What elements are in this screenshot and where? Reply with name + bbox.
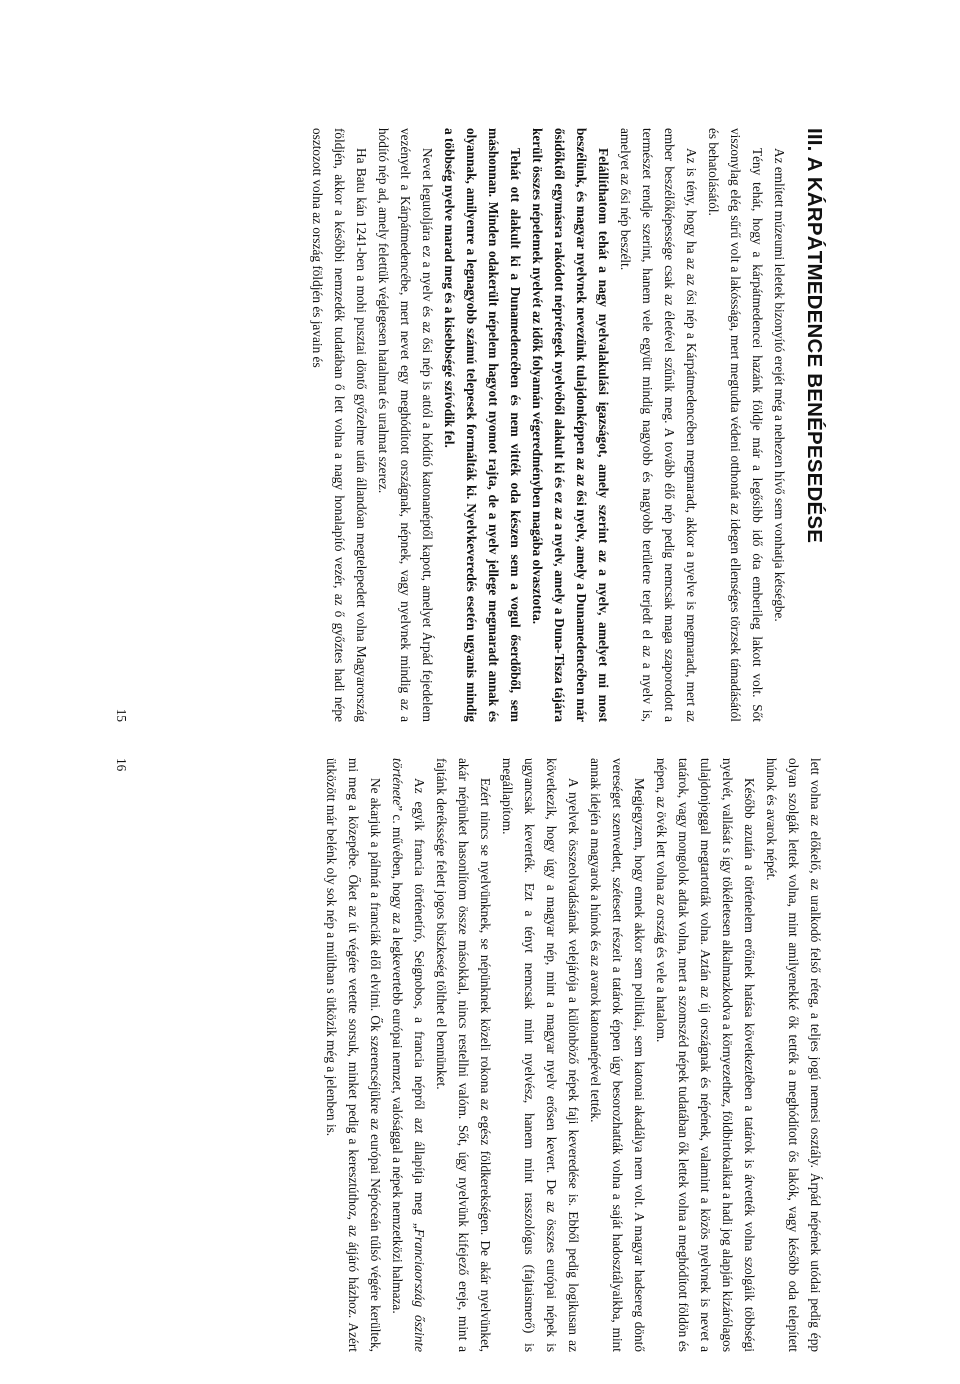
paragraph-continued: lett volna az előkelő, az uralkodó felső réteg, a teljes jogú nemesi osztály. Árpád népének utódai pedig épp olyan szolgák lettek volna, mint amilyenekké ők tették a meghódított ős lakók, vagy később oda telepített húnok és avarok népét.: [764, 758, 823, 1352]
page-number-left: 15: [114, 708, 129, 722]
paragraph-3: Az is tény, hogy ha az az ősi nép a Kárpátmedencében megmaradt, akkor a nyelve is megmaradt, mert az ember beszélőképessége csak az életével szűnik meg. A tovább élő nép pedig nemcsak maga szaporodott a természet rendje szerint, hanem vele együtt mindig nagyobb és nagyobb területre terjedt el az a nyelv is, amelyet az ősi nép beszélt.: [618, 128, 699, 722]
right-page: [110, 758, 826, 1352]
paragraph-7: Ha Batu kán 1241-ben a mohi pusztai döntő győzelme után állandóan megtelepedett volna Magyarország földjén, akkor a későbbi nemzedék tudatában ő lett volna a nagy honalapító vezér, az ő győztes hadi népe osztozott volna az ország földjén és javain és: [310, 128, 369, 722]
chapter-title: III. A KÁRPÁTMEDENCE BENÉPESEDÉSE: [803, 128, 826, 544]
paragraph-10: A nyelvek összeolvadásának velejárója a különböző népek faji keveredése is. Ebből pedig logikusan az következik, hogy úgy a magyar nép, mint a magyar nyelv erősen kevert. De az összes európai népek is ugyancsak keverték. Ezt a tényt nemcsak mint nyelvész, hanem mint rasszológus (fajtaismerő) is megállapítom.: [500, 758, 581, 1352]
paragraph-2: Tény tehát, hogy a kárpátmedencei hazánk földje már a legősibb idő óta emberileg lakott volt. Sőt viszonylag elég sűrű volt a lakóssága, mert megtudta védeni otthonát az idegen ellenséges törzsek támadásától és behatolásától.: [706, 128, 765, 722]
cited-work-title: Franciaország őszinte története: [390, 758, 427, 1352]
paragraph-1: Az említett múzeumi leletek bizonyító erejét még a nehezen hívő sem vonhatja kétségbe.: [772, 148, 787, 622]
left-page: [110, 128, 826, 722]
paragraph-6: Nevet legutoljára ez a nyelv és az ősi nép is attól a hódító katonanéptől kapott, amelyet Árpád fejedelem vezényelt a Kárpátmedencébe, mert nevet egy meghódított országnak, népnek, vagy nyelvnek mindig az a hódító nép ad, amely felettük véglegesen hatalmat és uralmat szerez.: [376, 128, 435, 722]
paragraph-9: Megjegyzem, hogy ennek akkor sem politikai, sem katonai akadálya nem volt. A magyar hadsereg döntő vereséget szenvedett, szétesett részeit a tatárok éppen úgy besorozhatták volna a saját hadosztályaikba, mint annak idején a magyarok a húnok és az avarok katonanépével tették.: [588, 758, 647, 1352]
paragraph-13: Ne akarjuk a pálmát a franciák elől elvitni. Ők szerencséjükre az európai Népóceán túlsó végére kerültek, mi meg a közepébe. Őket az út végére vetette sorsuk, minket pedig a keresztúthoz, az átjáró házhoz. Azért ütközött már belénk oly sok nép a múltban s ütközik még a jelenben is.: [324, 758, 383, 1352]
paragraph-12-with-citation: Az egyik francia történetíró, Seignobos, a francia népről azt állapítja meg „Franciaország őszinte története” c. művében, hogy az a legkevertebb európai nemzet, valósággal a népek nemzetközi halmaza.: [390, 758, 427, 1352]
paragraph-11: Ezért nincs se nyelvünknek, se népünknek közeli rokona az egész földkerekségen. De akár nyelvünket, akár népünket hasonlítom össze másokkal, nincs restellni valóm. Sőt, úgy nyelvünk kifejező ereje, mint a fajtánk derékssége felett jogos büszkeség tölthet el bennünket.: [434, 758, 493, 1352]
paragraph-8: Később azután a történelem erőinek hatása következtében a tatárok is átvették volna szolgáik többségi nyelvét, vallását s így tökéletesen alkalmazkodva a környezethez, földbirtokaikat a hadi jog alapján kizárólagos tulajdonjoggal megtartották volna. Aztán az új országnak és népének, valamint a közös nyelvnek is nevet a tatárok, vagy mongolok adtak volna, mert a szomszéd népek tudatában ők lettek volna a meghódított földön és népen, az övék lett volna az ország és vele a hatalom.: [654, 758, 757, 1352]
page-number-right: 16: [114, 758, 129, 772]
paragraph-5-thesis: Tehát ott alakult ki a Dunamedencében és nem vitték oda készen sem a vogul őserdőből, sem máshonnan. Minden odakerült népelem hagyott nyomot rajta, de a nyelv jellege megmaradt annak és olyannak, amilyenre a legnagyobb számú telepesek formálták ki. Nyelvkeveredés esetén ugyanis mindig a többség nyelve marad meg és a kisebbségé szívódik fel.: [442, 128, 523, 722]
paragraph-4-thesis: Felállíthatom tehát a nagy nyelvalakulási igazságot, amely szerint az a nyelv, amelyet mi most beszélünk, és magyar nyelvnek nevezünk tulajdonképpen az az ősi nyelv, amely a Dunamedencében már ősidőktől egymásra rakódott néprétegek nyelvéből alakult ki és ez az a nyelv, amely a Duna-Tisza tájára került összes népelemek nyelvét az idők folyamán végeredményben magába olvasztotta.: [530, 128, 611, 722]
